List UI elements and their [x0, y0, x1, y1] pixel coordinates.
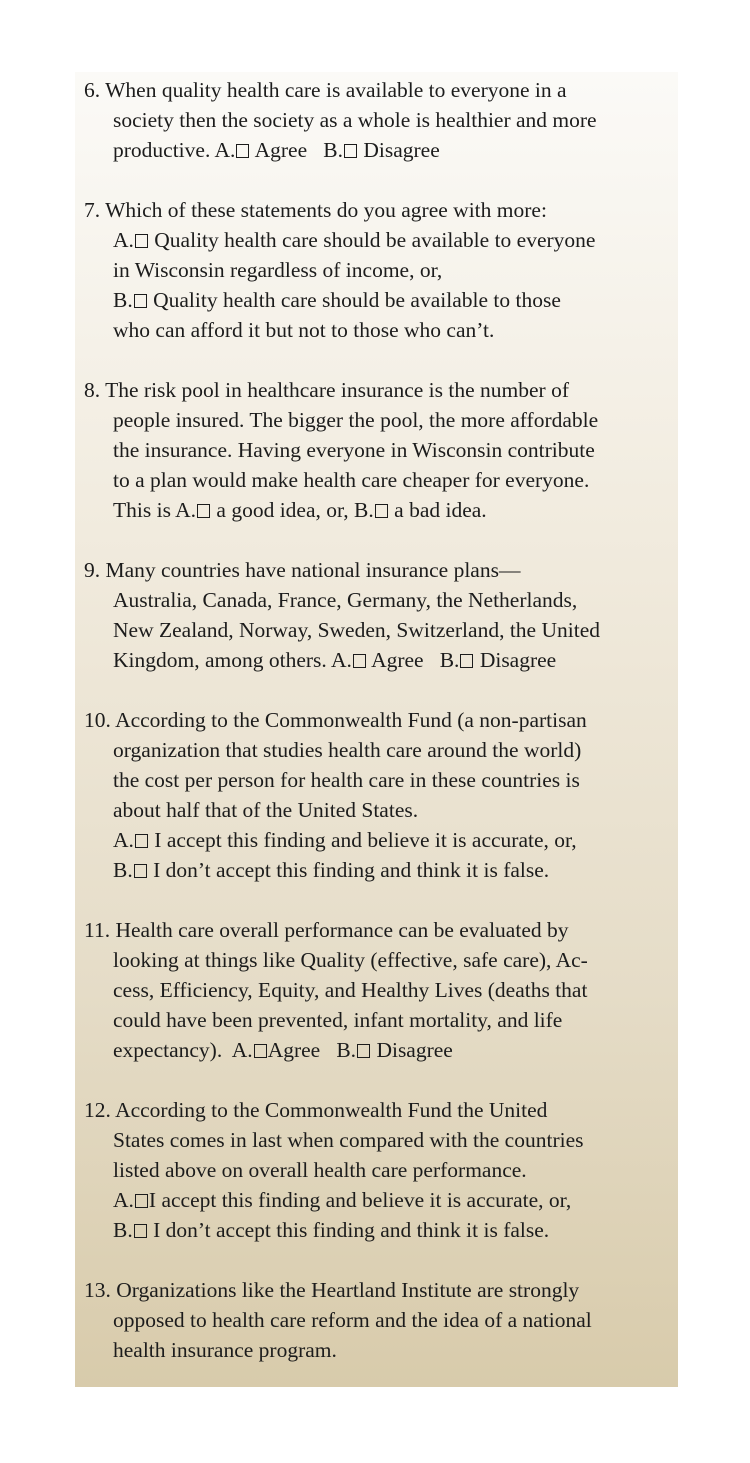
question-line — [84, 225, 684, 255]
checkbox-q6-b[interactable] — [344, 144, 357, 158]
question-line — [84, 435, 684, 465]
question-text: Quality health care should be available to everyone — [148, 228, 596, 252]
question-text: This is A. — [113, 498, 197, 522]
question-text: New Zealand, Norway, Sweden, Switzerland, the United — [113, 618, 600, 642]
question-line — [84, 795, 684, 825]
question-line — [84, 195, 684, 225]
question-line — [84, 765, 684, 795]
question-text: the cost per person for health care in these countries is — [113, 768, 580, 792]
question-text: in Wisconsin regardless of income, or, — [113, 258, 443, 282]
question-line — [84, 1095, 684, 1125]
checkbox-q11-a[interactable] — [254, 1044, 267, 1058]
question-line — [84, 615, 684, 645]
question-text: A. — [113, 1188, 134, 1212]
question-text: Agree B. — [250, 138, 343, 162]
question-line — [84, 105, 684, 135]
question-text: organization that studies health care around the world) — [113, 738, 582, 762]
question-text: 10. According to the Commonwealth Fund (a non-partisan — [84, 708, 587, 732]
question-text: Agree B. — [366, 648, 460, 672]
question-text: a good idea, or, B. — [211, 498, 374, 522]
question-q9 — [84, 555, 684, 675]
question-line — [84, 135, 684, 165]
checkbox-q11-b[interactable] — [357, 1044, 370, 1058]
question-line — [84, 825, 684, 855]
question-text: 11. Health care overall performance can be evaluated by — [84, 918, 569, 942]
question-text: I don’t accept this finding and think it is false. — [147, 1218, 550, 1242]
question-text: 9. Many countries have national insurance plans— — [84, 558, 521, 582]
question-text: 12. According to the Commonwealth Fund the United — [84, 1098, 548, 1122]
question-q10 — [84, 705, 684, 885]
question-text: Australia, Canada, France, Germany, the Netherlands, — [113, 588, 578, 612]
question-line — [84, 645, 684, 675]
question-text: I accept this finding and believe it is accurate, or, — [148, 1188, 572, 1212]
question-text: Disagree — [371, 1038, 453, 1062]
question-text: society then the society as a whole is healthier and more — [113, 108, 597, 132]
question-text: 13. Organizations like the Heartland Institute are strongly — [84, 1278, 580, 1302]
question-text: a bad idea. — [388, 498, 487, 522]
question-line — [84, 465, 684, 495]
question-text: the insurance. Having everyone in Wisconsin contribute — [113, 438, 595, 462]
checkbox-q7-b[interactable] — [134, 294, 147, 308]
question-text: 7. Which of these statements do you agree with more: — [84, 198, 547, 222]
question-line — [84, 585, 684, 615]
question-line — [84, 705, 684, 735]
question-line — [84, 915, 684, 945]
question-line — [84, 1215, 684, 1245]
question-text: A. — [113, 228, 134, 252]
question-text: health insurance program. — [113, 1338, 337, 1362]
question-line — [84, 555, 684, 585]
question-line — [84, 1155, 684, 1185]
question-text: Agree B. — [267, 1038, 357, 1062]
question-line — [84, 855, 684, 885]
question-text: could have been prevented, infant mortality, and life — [113, 1008, 563, 1032]
question-line — [84, 405, 684, 435]
question-text: B. — [113, 858, 133, 882]
question-line — [84, 285, 684, 315]
question-q8 — [84, 375, 684, 525]
question-line — [84, 735, 684, 765]
question-line — [84, 315, 684, 345]
checkbox-q9-b[interactable] — [460, 654, 473, 668]
question-text: cess, Efficiency, Equity, and Healthy Lives (deaths that — [113, 978, 588, 1002]
question-text: listed above on overall health care performance. — [113, 1158, 527, 1182]
question-text: Disagree — [474, 648, 557, 672]
question-text: Disagree — [357, 138, 440, 162]
question-text: Quality health care should be available to those — [147, 288, 561, 312]
question-text: I accept this finding and believe it is accurate, or, — [148, 828, 577, 852]
question-line — [84, 75, 684, 105]
question-line — [84, 945, 684, 975]
checkbox-q12-a[interactable] — [135, 1194, 148, 1208]
question-q7 — [84, 195, 684, 345]
question-line — [84, 255, 684, 285]
question-text: Kingdom, among others. A. — [113, 648, 352, 672]
checkbox-q8-b[interactable] — [375, 504, 388, 518]
question-line — [84, 1335, 684, 1365]
question-text: 8. The risk pool in healthcare insurance is the number of — [84, 378, 569, 402]
question-text: to a plan would make health care cheaper for everyone. — [113, 468, 590, 492]
question-text: A. — [113, 828, 134, 852]
question-text: expectancy). A. — [113, 1038, 253, 1062]
question-q12 — [84, 1095, 684, 1245]
survey-questions — [84, 75, 684, 1395]
checkbox-q7-a[interactable] — [135, 234, 148, 248]
question-q13 — [84, 1275, 684, 1365]
checkbox-q10-a[interactable] — [135, 834, 148, 848]
question-text: I don’t accept this finding and think it is false. — [147, 858, 550, 882]
question-line — [84, 1125, 684, 1155]
question-line — [84, 1035, 684, 1065]
question-text: about half that of the United States. — [113, 798, 419, 822]
question-text: who can afford it but not to those who can’t. — [113, 318, 495, 342]
question-q11 — [84, 915, 684, 1065]
question-q6 — [84, 75, 684, 165]
question-text: B. — [113, 288, 133, 312]
question-text: people insured. The bigger the pool, the more affordable — [113, 408, 599, 432]
question-text: productive. A. — [113, 138, 236, 162]
checkbox-q10-b[interactable] — [134, 864, 147, 878]
question-line — [84, 495, 684, 525]
checkbox-q12-b[interactable] — [134, 1224, 147, 1238]
checkbox-q8-a[interactable] — [197, 504, 210, 518]
question-text: States comes in last when compared with the countries — [113, 1128, 584, 1152]
question-line — [84, 975, 684, 1005]
question-line — [84, 1005, 684, 1035]
question-line — [84, 1185, 684, 1215]
question-line — [84, 1275, 684, 1305]
question-text: looking at things like Quality (effective, safe care), Ac- — [113, 948, 588, 972]
question-text: B. — [113, 1218, 133, 1242]
question-text: 6. When quality health care is available to everyone in a — [84, 78, 567, 102]
question-text: opposed to health care reform and the idea of a national — [113, 1308, 592, 1332]
question-line — [84, 375, 684, 405]
question-line — [84, 1305, 684, 1335]
checkbox-q6-a[interactable] — [236, 144, 249, 158]
checkbox-q9-a[interactable] — [353, 654, 366, 668]
